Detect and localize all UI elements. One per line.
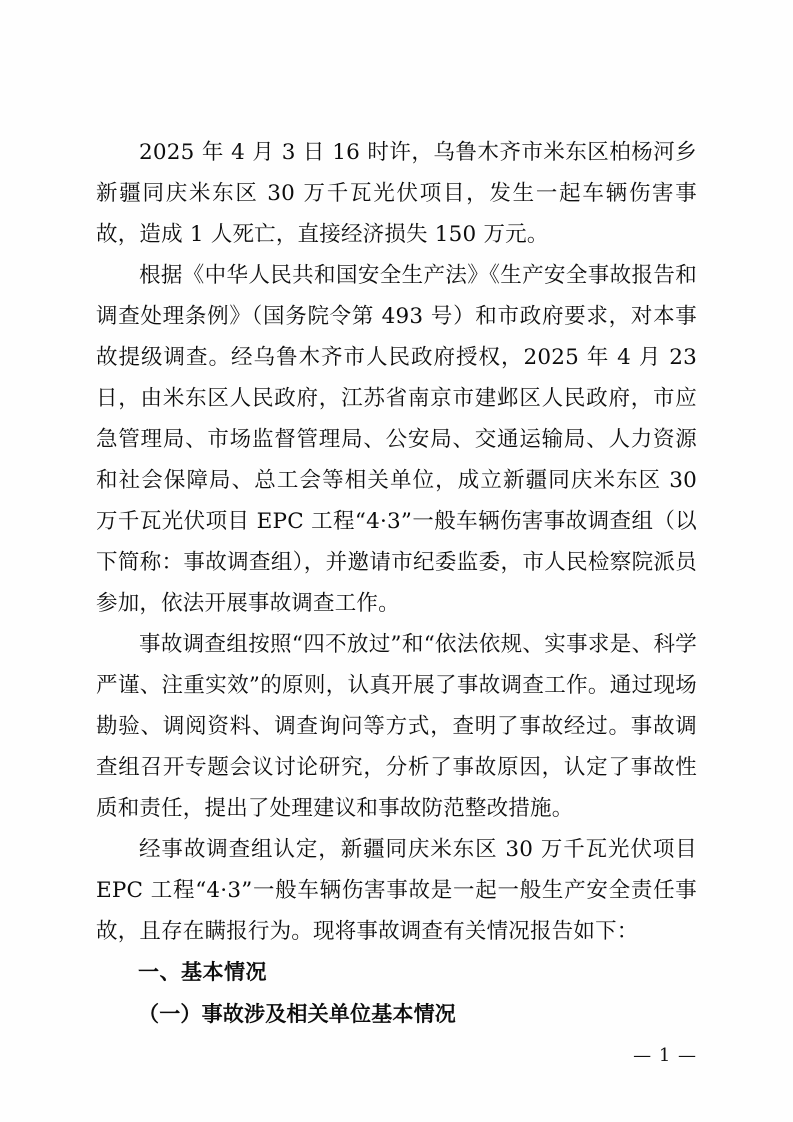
sub-heading: （一）事故涉及相关单位基本情况 xyxy=(138,1001,456,1026)
document-body xyxy=(96,132,697,1034)
paragraph-2: 根据《中华人民共和国安全生产法》《生产安全事故报告和调查处理条例》（国务院令第 493 号）和市政府要求，对本事故提级调查。经乌鲁木齐市人民政府授权，2025 年 4 月 23 日，由米东区人民政府，江苏省南京市建邺区人民政府，市应急管理局、市场监督管理局、公安局、交通运输局、人力资源和社会保障局、总工会等相关单位，成立新疆同庆米东区 30 万千瓦光伏项目 EPC 工程“4·3”一般车辆伤害事故调查组（以下简称：事故调查组），并邀请市纪委监委，市人民检察院派员参加，依法开展事故调查工作。 xyxy=(96,263,697,616)
page-number: — 1 — xyxy=(633,1045,697,1066)
paragraph-1: 2025 年 4 月 3 日 16 时许，乌鲁木齐市米东区柏杨河乡新疆同庆米东区 30 万千瓦光伏项目，发生一起车辆伤害事故，造成 1 人死亡，直接经济损失 150 万元。 xyxy=(96,140,697,247)
section-heading: 一、基本情况 xyxy=(138,960,267,984)
paragraph-4: 经事故调查组认定，新疆同庆米东区 30 万千瓦光伏项目 EPC 工程“4·3”一般车辆伤害事故是一起一般生产安全责任事故，且存在瞒报行为。现将事故调查有关情况报告如下： xyxy=(96,837,697,944)
paragraph-3: 事故调查组按照“四不放过”和“依法依规、实事求是、科学严谨、注重实效”的原则，认真开展了事故调查工作。通过现场勘验、调阅资料、调查询问等方式，查明了事故经过。事故调查组召开专题会议讨论研究，分析了事故原因，认定了事故性质和责任，提出了处理建议和事故防范整改措施。 xyxy=(96,632,697,821)
